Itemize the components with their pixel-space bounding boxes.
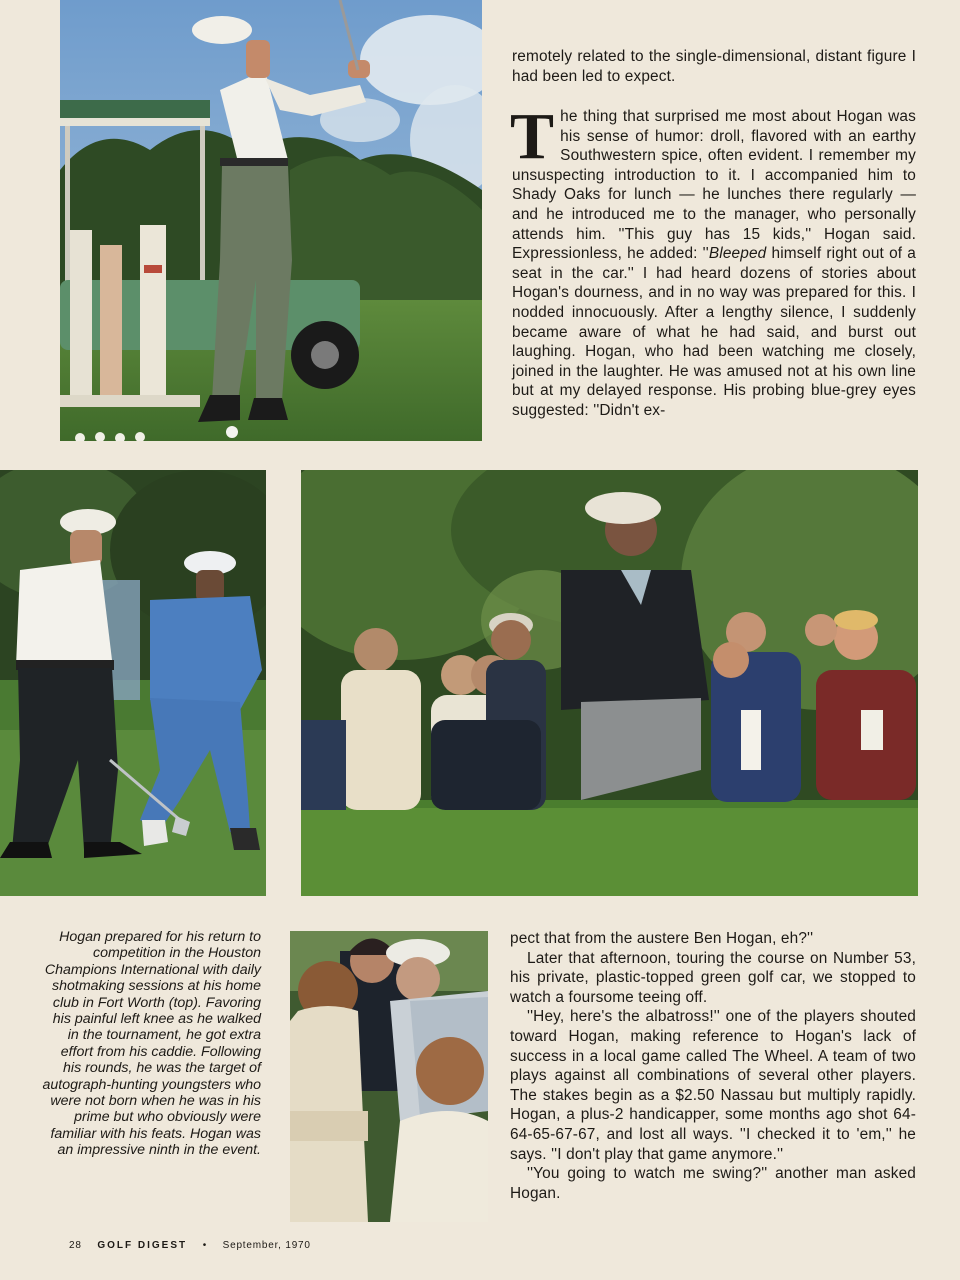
photo-hogan-with-caddie	[0, 470, 266, 896]
page-footer	[69, 1240, 323, 1251]
photo-caption: Hogan prepared for his return to competition in the Houston Champions International with daily shotmaking sessions at his home club in Fort Worth (top). Favoring his painful left knee as he walked in the tournament, he got extra effort from his caddie. Following his rounds, he was the target of autograph-hunting youngsters who were not born when he was in his prime but who obviously were familiar with his feats. Hogan was an impressive ninth in the event.	[42, 929, 261, 1159]
paragraph-continued-1: pect that from the austere Ben Hogan, eh?''	[510, 930, 814, 947]
page-number: 28	[69, 1240, 82, 1251]
paragraph-continued-3: ''Hey, here's the albatross!'' one of the players shouted toward Hogan, making reference to Hogan's lack of success in a local game called The Wheel. A team of two plays against all combinations of several other players. The stakes begin as a $2.50 Nassau but multiply rapidly. Hogan, a plus-2 handicapper, some months ago shot 64-64-65-67-67, and lost all ways. ''I checked it to 'em,'' he says. ''I don't play that game anymore.''	[510, 1008, 916, 1163]
footer-separator: •	[202, 1240, 208, 1251]
magazine-name: GOLF DIGEST	[97, 1240, 188, 1251]
intro-paragraph: remotely related to the single-dimensional, distant figure I had been led to expect.	[512, 48, 916, 85]
issue-date: September, 1970	[222, 1240, 311, 1251]
paragraph-humor-text: he thing that surprised me most about Hogan was his sense of humor: droll, flavored with an earthy Southwestern spice, often evident. I remember my unsuspecting introduction to it. I accompanied him to Shady Oaks for lunch — he lunches there regularly — and he introduced me to the manager, who personally attends him. ''This guy has 15 kids,'' Hogan said. Expressionless, he added: ''	[512, 108, 916, 263]
paragraph-continued-4: ''You going to watch me swing?'' another man asked Hogan.	[510, 1165, 916, 1202]
article-column-top	[510, 100, 916, 421]
article-intro	[512, 47, 916, 86]
paragraph-continued-2: Later that afternoon, touring the course on Number 53, his private, plastic-topped green golf car, we stopped to watch a foursome teeing off.	[510, 949, 916, 1006]
photo-hogan-in-crowd	[301, 470, 918, 896]
paragraph-humor-text-end: himself right out of a seat in the car.'' I had heard dozens of stories about Hogan's dourness, and in no way was prepared for this. I nodded innocuously. After a lengthy silence, I suddenly became aware of what he had said, and burst out laughing. Hogan, who had been watching me closely, joined in the laughter. He was amused not at his own line but at my delayed response. His probing blue-grey eyes suggested: ''Didn't ex-	[512, 245, 916, 419]
photo-hogan-practice-swing	[60, 0, 482, 441]
article-column-bottom	[510, 929, 916, 1203]
emphasis-bleeped: Bleeped	[708, 245, 767, 263]
paragraph-humor	[510, 100, 916, 421]
photo-autograph-youngsters	[290, 931, 488, 1222]
drop-cap: T	[510, 100, 555, 173]
